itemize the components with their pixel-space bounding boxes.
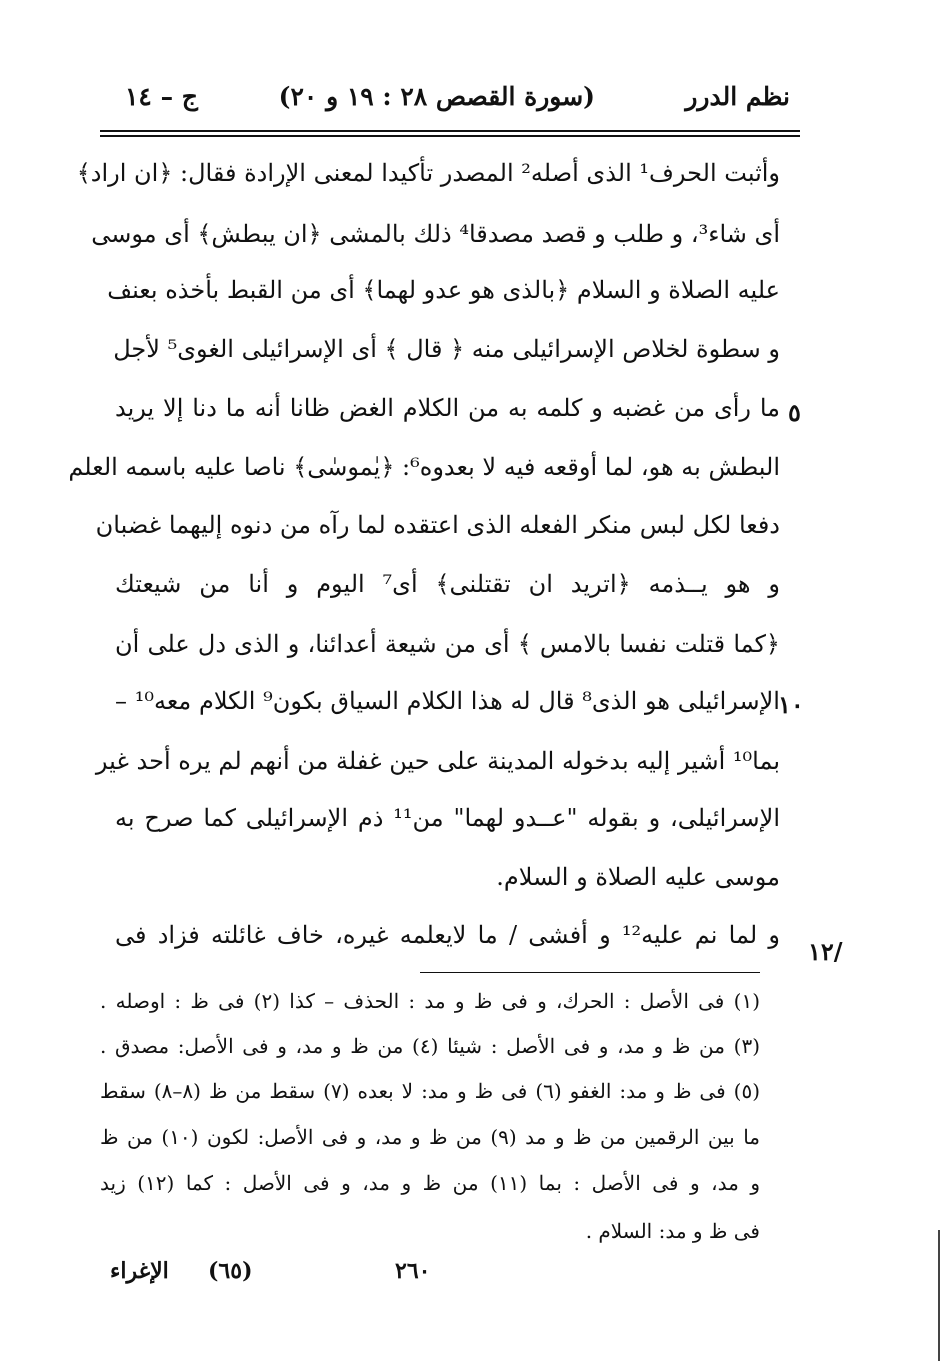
folio-marker: ١٢/ — [808, 937, 843, 966]
surah-reference: (سورة القصص ٢٨ : ١٩ و ٢٠) — [278, 82, 595, 111]
header-rule-top — [100, 130, 800, 132]
book-title: نظم الدرر — [685, 82, 790, 111]
footnote-line: فى ظ و مد: السلام . — [585, 1219, 760, 1243]
header-rule-bottom — [100, 135, 800, 137]
text-line: و لما نم عليه¹² و أفشى / ما لايعلمه غيره، خاف غائلته فزاد فى — [115, 921, 780, 949]
text-line: و هو يــذمه ﴿اتريد ان تقتلنى﴾ أى⁷ اليوم و أنا من شيعتك — [115, 570, 780, 598]
scan-edge-line — [938, 1230, 940, 1361]
line-number-10: ١٠ — [778, 690, 804, 719]
text-line: ما رأى من غضبه و كلمه به من الكلام الغض ظانا أنه ما دنا إلا يريد — [115, 394, 781, 422]
sheet-number: (٦٥) — [208, 1258, 253, 1284]
footnote-line: (١) فى الأصل : الحرك، و فى ظ و مد : الحذف – كذا (٢) فى ظ : اوصله . — [100, 989, 760, 1013]
running-header — [110, 82, 790, 122]
text-line: موسى عليه الصلاة و السلام. — [496, 863, 780, 891]
footnote-line: (٣) من ظ و مد، و فى الأصل : شيئا (٤) من ظ و مد، و فى الأصل: مصدق . — [100, 1034, 760, 1058]
text-line: عليه الصلاة و السلام ﴿بالذى هو عدو لهما﴾ أى من القبط بأخذه بعنف — [107, 276, 780, 304]
text-line: الإسرائيلى هو الذى⁸ قال له هذا الكلام السياق بكون⁹ الكلام معه¹⁰ – — [115, 687, 780, 715]
footnote-line: (٥) فى ظ و مد: الغفو (٦) فى ظ و مد: لا بعده (٧) سقط من ظ (٨–٨) سقط — [100, 1079, 760, 1103]
page-number: ٢٦٠ — [395, 1258, 431, 1284]
text-line: وأثبت الحرف¹ الذى أصله² المصدر تأكيدا لمعنى الإرادة فقال: ﴿ان اراد﴾ — [76, 159, 780, 187]
footnote-line: و مد، و فى الأصل : بما (١١) من ظ و مد، و فى الأصل : كما (١٢) زيد — [100, 1171, 761, 1195]
text-line: دفعا لكل لبس منكر الفعله الذى اعتقده لما رآه من دنوه إليهما غضبان — [95, 511, 780, 539]
text-line: بما¹⁰ أشير إليه بدخوله المدينة على حين غفلة من أنهم لم يره أحد غير — [95, 747, 780, 775]
text-line: و سطوة لخلاص الإسرائيلى منه ﴿ قال ﴾ أى الإسرائيلى الغوى⁵ لأجل — [113, 335, 780, 363]
signature-mark: الإغراء — [110, 1258, 169, 1284]
text-line: ﴿كما قتلت نفسا بالامس ﴾ أى من شيعة أعدائنا، و الذى دل على أن — [115, 630, 780, 658]
line-number-5: ٥ — [788, 398, 801, 427]
text-line: البطش به هو، لما أوقعه فيه لا بعدوه⁶: ﴿يٰموسٰى﴾ ناصا عليه باسمه العلم — [68, 453, 780, 481]
text-line: أى شاء³، و طلب و قصد مصدقا⁴ ذلك بالمشى ﴿ان يبطش﴾ أى موسى — [91, 220, 780, 248]
footnote-line: ما بين الرقمين من ظ و مد (٩) من ظ و مد، و فى الأصل: لكون (١٠) من ظ — [100, 1125, 761, 1149]
volume-number: ج – ١٤ — [125, 82, 198, 111]
footnote-separator — [420, 972, 760, 973]
text-line: الإسرائيلى، و بقوله "عــدو لهما" من¹¹ ذم الإسرائيلى كما صرح به — [115, 804, 780, 832]
